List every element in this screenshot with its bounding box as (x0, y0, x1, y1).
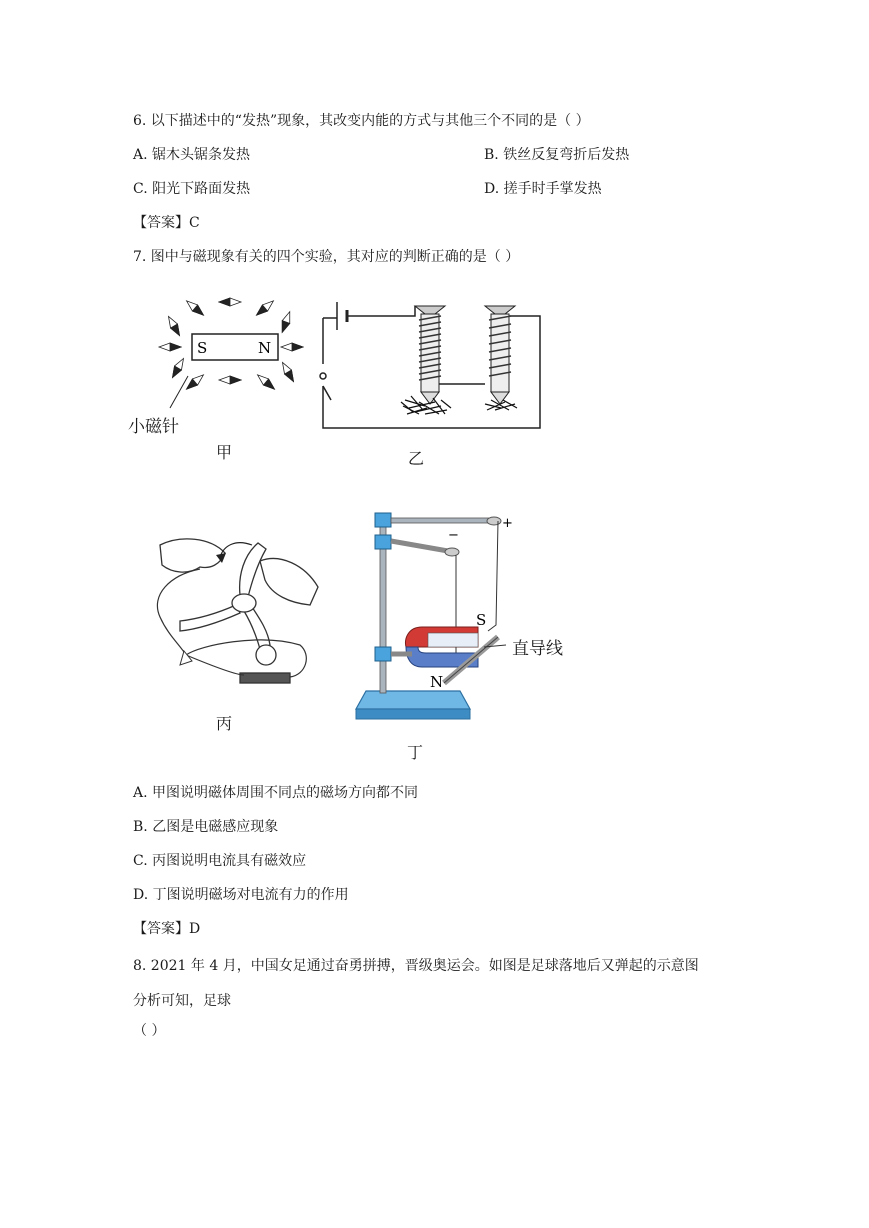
jia-magnet-n: N (258, 339, 272, 357)
ding-magnet-s: S (476, 611, 487, 629)
figure-ding (348, 505, 578, 730)
q7-option-b: B. 乙图是电磁感应现象 (133, 819, 279, 835)
q7-option-d: D. 丁图说明磁场对电流有力的作用 (133, 887, 349, 903)
ding-caption: 丁 (407, 743, 424, 762)
q6-answer: 【答案】C (133, 215, 200, 231)
ding-minus: − (448, 528, 459, 543)
q7-stem: 7. 图中与磁现象有关的四个实验，其对应的判断正确的是（ ） (133, 249, 520, 265)
q8-paren: （ ） (133, 1023, 166, 1039)
ding-magnet-n: N (430, 673, 444, 691)
jia-needle-label: 小磁针 (128, 417, 179, 437)
q8-stem-line2: 分析可知，足球 (133, 993, 231, 1009)
q7-option-c: C. 丙图说明电流具有磁效应 (133, 853, 307, 869)
q7-option-a: A. 甲图说明磁体周围不同点的磁场方向都不同 (133, 785, 419, 801)
ding-plus: + (502, 516, 513, 531)
q6-option-b: B. 铁丝反复弯折后发热 (484, 147, 630, 163)
figure-yi (315, 296, 545, 436)
q8-stem-line1: 8. 2021 年 4 月，中国女足通过奋勇拼搏，晋级奥运会。如图是足球落地后又弹起的示意图 (133, 958, 699, 974)
jia-magnet-s: S (197, 339, 208, 357)
bing-caption: 丙 (216, 714, 233, 733)
ding-wire-label: 直导线 (512, 639, 563, 659)
q6-option-d: D. 搓手时手掌发热 (484, 181, 602, 197)
q6-option-a: A. 锯木头锯条发热 (133, 147, 251, 163)
q7-answer: 【答案】D (133, 921, 201, 937)
q6-stem: 6. 以下描述中的“发热”现象，其改变内能的方式与其他三个不同的是（ ） (133, 113, 590, 129)
figure-bing (140, 525, 330, 700)
yi-caption: 乙 (408, 449, 425, 468)
q6-option-c: C. 阳光下路面发热 (133, 181, 251, 197)
jia-caption: 甲 (216, 443, 233, 462)
